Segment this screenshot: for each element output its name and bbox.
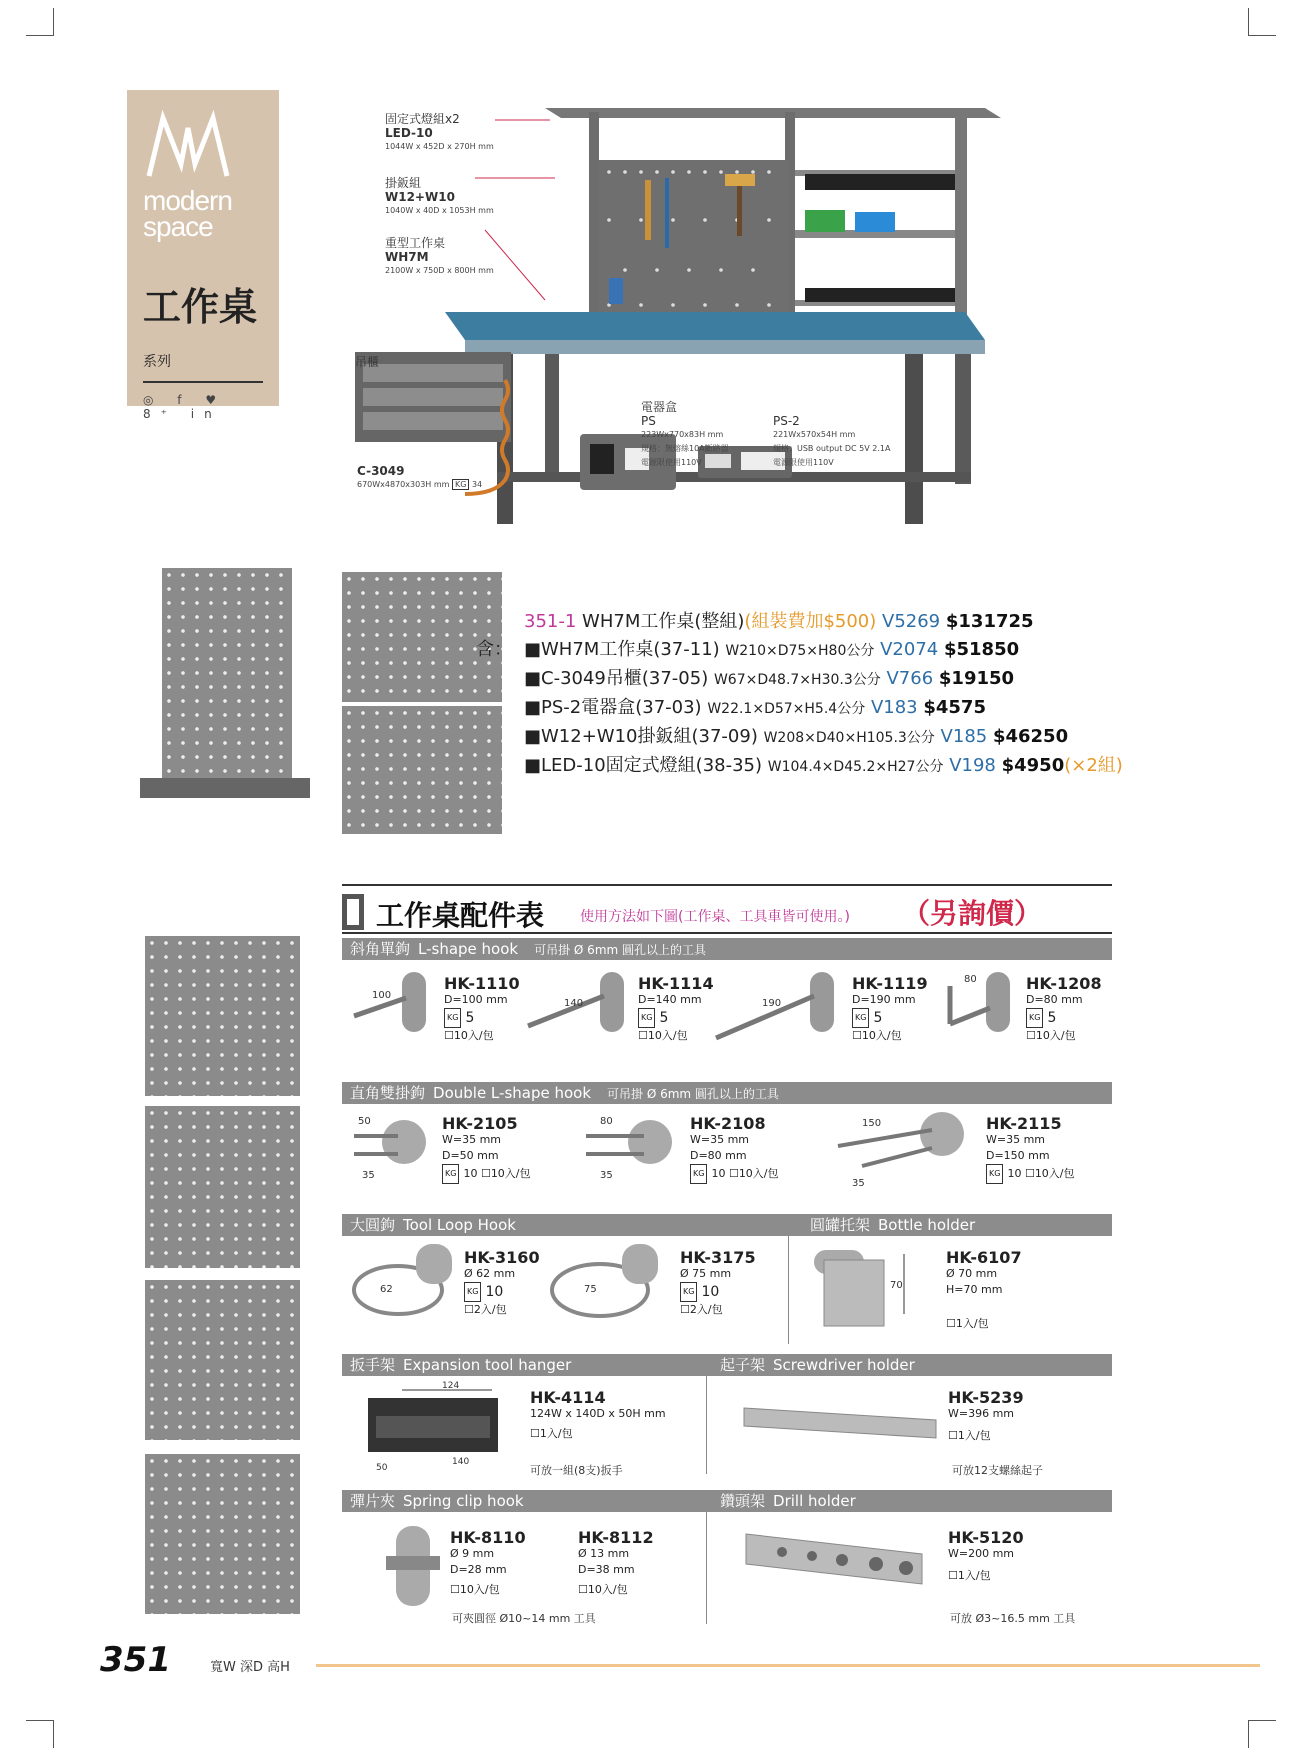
hook-hk1208-icon <box>944 968 1022 1038</box>
usage-photo-bottle-drill <box>145 1454 300 1614</box>
modern-space-logo-icon <box>143 108 233 180</box>
hook-hk1114-icon <box>524 968 634 1038</box>
drill-holder-hk5120-icon <box>742 1524 928 1598</box>
section-bottle: 圓罐托架 Bottle holder <box>802 1214 1112 1236</box>
item-hk2105: HK-2105 W=35 mm D=50 mm KG 10 ☐10入/包 <box>442 1116 531 1184</box>
usage-photo-grinder <box>145 1280 300 1440</box>
brand-card <box>127 90 279 421</box>
svg-text:70: 70 <box>890 1280 903 1291</box>
crop-mark-top-left <box>26 8 54 36</box>
price-row: ■PS-2電器盒(37-03) W22.1×D57×H5.4公分 V183 $4575 <box>524 697 986 718</box>
accessories-header <box>342 884 1112 934</box>
crop-mark-bottom-left <box>26 1720 54 1748</box>
social-icons: ◎ f ♥ 8⁺ in <box>143 393 227 421</box>
kg-icon: KG <box>986 1164 1003 1184</box>
includes-label: 含： <box>476 639 512 660</box>
item-hk2108: HK-2108 W=35 mm D=80 mm KG 10 ☐10入/包 <box>690 1116 779 1184</box>
usage-photo-screwdrivers <box>145 1106 300 1268</box>
pegboard-cart-photo <box>162 568 292 778</box>
svg-text:80: 80 <box>600 1116 613 1127</box>
ask-price-label: （另詢價） <box>902 897 1043 930</box>
brand-word: modern space <box>143 185 232 242</box>
svg-text:140: 140 <box>452 1457 470 1467</box>
item-hk1114: HK-1114 D=140 mm KG 5 ☐10入/包 <box>638 974 714 1042</box>
accessories-note: 使用方法如下圖(工作桌、工具車皆可使用。) <box>580 909 850 925</box>
hook-hk1110-icon <box>350 968 440 1038</box>
price-list <box>476 608 1184 781</box>
dimension-legend: 寬W 深D 高H <box>210 1660 290 1675</box>
section-loop: 大圓鉤 Tool Loop Hook <box>342 1214 802 1236</box>
svg-text:62: 62 <box>380 1284 393 1295</box>
item-hk1119: HK-1119 D=190 mm KG 5 ☐10入/包 <box>852 974 928 1042</box>
crop-mark-top-right <box>1248 8 1276 36</box>
callout-cabinet-title: 吊櫃 <box>355 355 380 369</box>
item-hk4114: HK-4114 124W x 140D x 50H mm ☐1入/包 <box>530 1388 666 1440</box>
svg-text:35: 35 <box>852 1178 865 1189</box>
svg-text:150: 150 <box>862 1118 882 1129</box>
kg-icon: KG <box>852 1008 869 1028</box>
svg-text:50: 50 <box>358 1116 371 1127</box>
price-row: ■LED-10固定式燈組(38-35) W104.4×D45.2×H27公分 V198 $4950(×2組) <box>524 755 1123 776</box>
divider <box>143 381 263 383</box>
item-hk6107: HK-6107 Ø 70 mm H=70 mm ☐1入/包 <box>946 1248 1022 1330</box>
callout-box-ps2: PS-2 221Wx570x54H mm 規格：USB output DC 5V 2.1A 電源限使用110V <box>773 414 891 467</box>
hook-hk2105-icon <box>348 1112 434 1184</box>
svg-text:124: 124 <box>442 1381 460 1391</box>
svg-text:75: 75 <box>584 1284 597 1295</box>
kg-icon: KG <box>1026 1008 1043 1028</box>
item-hk8110: HK-8110 Ø 9 mm D=28 mm ☐10入/包 <box>450 1528 526 1596</box>
price-row: ■C-3049吊櫃(37-05) W67×D48.7×H30.3公分 V766 $19150 <box>524 668 1015 689</box>
item-hk5239: HK-5239 W=396 mm ☐1入/包 <box>948 1388 1024 1442</box>
callout-pegboard: 掛鈑組 W12+W10 1040W x 40D x 1053H mm <box>385 176 494 215</box>
kg-icon: KG <box>444 1008 461 1028</box>
section-screwdriver: 起子架 Screwdriver holder <box>712 1354 1112 1376</box>
callout-workbench: 重型工作桌 WH7M 2100W x 750D x 800H mm <box>385 236 494 275</box>
kg-icon: KG <box>638 1008 655 1028</box>
price-row: ■W12+W10掛鈑組(37-09) W208×D40×H105.3公分 V185 $46250 <box>524 726 1069 747</box>
item-hk8112: HK-8112 Ø 13 mm D=38 mm ☐10入/包 <box>578 1528 654 1596</box>
hook-hk2108-icon <box>580 1112 680 1184</box>
accessories-title: 工作桌配件表 <box>376 899 545 932</box>
kg-icon: KG <box>464 1282 481 1302</box>
svg-text:80: 80 <box>964 974 977 985</box>
workbench-drawing <box>345 100 1025 590</box>
callout-led: 固定式燈組x2 LED-10 1044W x 452D x 270H mm <box>385 112 494 151</box>
page-number: 351 <box>100 1640 171 1680</box>
svg-text:100: 100 <box>372 990 392 1001</box>
section-drill: 鑽頭架 Drill holder <box>712 1490 1112 1512</box>
price-main: 351-1 WH7M工作桌(整組)(組裝費加$500) V5269 $131725 <box>524 611 1034 632</box>
svg-text:190: 190 <box>762 998 782 1009</box>
item-hk3175: HK-3175 Ø 75 mm KG 10 ☐2入/包 <box>680 1248 756 1316</box>
item-hk5120: HK-5120 W=200 mm ☐1入/包 <box>948 1528 1024 1582</box>
section-spring: 彈片夾 Spring clip hook <box>342 1490 712 1512</box>
callout-box-ps: 電器盒 PS 223Wx770x83H mm 規格：無熔絲10A斷路器 電源限使用110V <box>641 400 729 467</box>
section-lshape: 斜角單鉤 L-shape hook 可吊掛 Ø 6mm 圓孔以上的工具 <box>342 938 1112 960</box>
tool-hook-photo <box>342 706 502 834</box>
cart-base <box>140 778 310 798</box>
drill-holder-caption: 可放 Ø3~16.5 mm 工具 <box>950 1612 1076 1625</box>
svg-text:35: 35 <box>362 1170 375 1181</box>
section-expansion: 扳手架 Expansion tool hanger <box>342 1354 712 1376</box>
price-row: ■WH7M工作桌(37-11) W210×D75×H80公分 V2074 $51850 <box>524 639 1020 660</box>
hk4114-caption: 可放一組(8支)扳手 <box>530 1464 623 1477</box>
kg-icon: KG <box>680 1282 697 1302</box>
svg-text:35: 35 <box>600 1170 613 1181</box>
screwdriver-holder-hk5239-icon <box>740 1400 940 1450</box>
kg-icon: KG <box>690 1164 707 1184</box>
spring-clip-icon <box>382 1522 442 1612</box>
item-hk1110: HK-1110 D=100 mm KG 5 ☐10入/包 <box>444 974 520 1042</box>
workbench-illustration <box>345 100 1025 590</box>
section-double: 直角雙掛鉤 Double L-shape hook 可吊掛 Ø 6mm 圓孔以上的工具 <box>342 1082 1112 1104</box>
hook-hk1119-icon <box>712 968 846 1044</box>
hook-hk2115-icon <box>832 1106 972 1192</box>
wrench-hanger-hk4114-icon <box>362 1380 512 1476</box>
svg-text:140: 140 <box>564 998 584 1009</box>
divider <box>706 1512 707 1624</box>
footer-rule <box>316 1664 1260 1667</box>
item-hk1208: HK-1208 D=80 mm KG 5 ☐10入/包 <box>1026 974 1102 1042</box>
kg-icon: KG <box>442 1164 459 1184</box>
callout-cabinet: C-3049 670Wx4870x303H mm KG 34 <box>357 464 483 489</box>
item-hk3160: HK-3160 Ø 62 mm KG 10 ☐2入/包 <box>464 1248 540 1316</box>
spring-clip-caption: 可夾圓徑 Ø10~14 mm 工具 <box>452 1612 596 1625</box>
divider <box>706 1376 707 1474</box>
hk5239-caption: 可放12支螺絲起子 <box>952 1464 1043 1477</box>
svg-text:50: 50 <box>376 1463 388 1473</box>
usage-photo-hooks <box>145 936 300 1096</box>
bottle-holder-hk6107-icon <box>804 1240 924 1336</box>
header-bar-icon <box>342 894 364 930</box>
crop-mark-bottom-right <box>1248 1720 1276 1748</box>
loop-hk3175-icon <box>548 1240 668 1320</box>
loop-hk3160-icon <box>350 1240 460 1320</box>
divider <box>788 1236 789 1344</box>
item-hk2115: HK-2115 W=35 mm D=150 mm KG 10 ☐10入/包 <box>986 1116 1075 1184</box>
series-title: 工作桌系列 <box>143 285 258 370</box>
